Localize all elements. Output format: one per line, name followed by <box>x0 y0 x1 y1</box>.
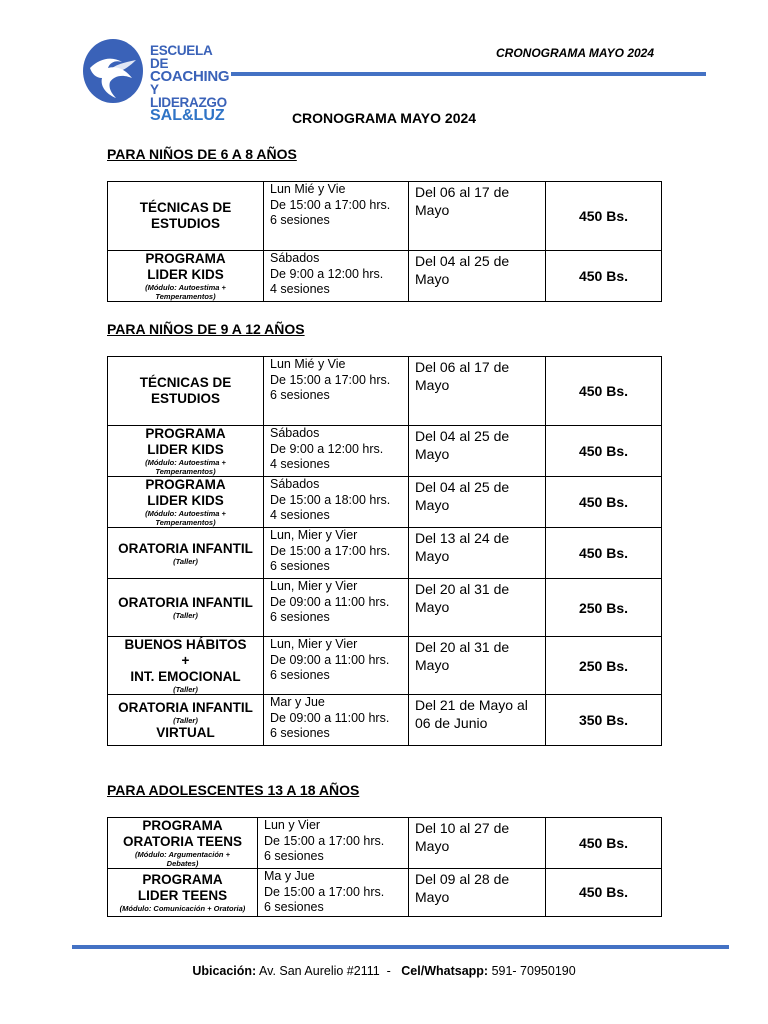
schedule-sessions: 6 sesiones <box>270 668 330 682</box>
course-module: (Taller) <box>173 556 198 566</box>
dates-cell: Del 20 al 31 de Mayo <box>409 579 546 637</box>
price-cell: 450 Bs. <box>546 528 662 579</box>
section-heading: PARA NIÑOS DE 6 A 8 AÑOS <box>107 146 297 162</box>
schedule-cell <box>264 426 409 477</box>
price-cell: 250 Bs. <box>546 579 662 637</box>
table-row <box>108 426 662 477</box>
course-name: PROGRAMA <box>142 818 223 833</box>
schedule-cell <box>258 869 409 917</box>
logo-line: Y LIDERAZGO <box>150 82 227 110</box>
schedule-sessions: 6 sesiones <box>270 726 330 740</box>
price-cell: 450 Bs. <box>546 818 662 869</box>
schedule-time: De 9:00 a 12:00 hrs. <box>270 441 384 456</box>
logo-line: COACHING <box>150 68 230 85</box>
footer-divider <box>72 945 729 949</box>
schedule-days: Lun Mié y Vie <box>270 357 346 371</box>
course-name: TÉCNICAS DE <box>139 375 232 390</box>
schedule-sessions: 6 sesiones <box>264 900 324 914</box>
course-module: (Taller) <box>173 715 198 725</box>
course-name-cell <box>108 695 264 746</box>
course-name: LIDER KIDS <box>147 442 224 457</box>
schedule-days: Mar y Jue <box>270 695 325 709</box>
course-name: PROGRAMA <box>145 477 226 492</box>
schedule-sessions: 4 sesiones <box>270 508 330 522</box>
price-cell: 450 Bs. <box>546 251 662 302</box>
table-row <box>108 182 662 251</box>
schedule-cell <box>264 528 409 579</box>
price-cell: 450 Bs. <box>546 182 662 251</box>
schedule-days: Ma y Jue <box>264 869 315 883</box>
schedule-sessions: 6 sesiones <box>264 849 324 863</box>
schedule-time: De 15:00 a 17:00 hrs. <box>264 884 385 899</box>
course-name-cell <box>108 818 258 869</box>
dates-cell: Del 06 al 17 de Mayo <box>409 182 546 251</box>
schedule-cell <box>264 251 409 302</box>
phone-label: Cel/Whatsapp: <box>401 964 489 978</box>
schedule-time: De 15:00 a 17:00 hrs. <box>270 543 391 558</box>
dates-cell: Del 20 al 31 de Mayo <box>409 637 546 695</box>
course-name: LIDER KIDS <box>147 493 224 508</box>
schedule-cell <box>264 357 409 426</box>
schedule-sessions: 4 sesiones <box>270 282 330 296</box>
course-module: (Módulo: Autoestima + <box>145 509 226 518</box>
schedule-sessions: 4 sesiones <box>270 457 330 471</box>
location-address: Av. San Aurelio #2111 <box>259 964 380 978</box>
course-name: PROGRAMA <box>145 426 226 441</box>
course-module: Temperamentos) <box>155 292 216 301</box>
course-name: ORATORIA TEENS <box>122 834 242 849</box>
eagle-icon <box>82 38 144 104</box>
price-cell: 450 Bs. <box>546 869 662 917</box>
course-name: PROGRAMA <box>142 871 223 887</box>
schedule-cell <box>258 818 409 869</box>
price-cell: 450 Bs. <box>546 357 662 426</box>
schedule-cell <box>264 579 409 637</box>
location-label: Ubicación: <box>192 964 257 978</box>
course-name: ORATORIA INFANTIL <box>118 595 253 610</box>
course-name-cell <box>108 579 264 637</box>
header-divider <box>231 72 706 76</box>
schedule-days: Sábados <box>270 251 320 265</box>
schedule-days: Lun Mié y Vie <box>270 182 346 196</box>
course-name: VIRTUAL <box>156 724 215 740</box>
schedule-cell <box>264 182 409 251</box>
footer <box>0 964 768 978</box>
course-name-cell <box>108 477 264 528</box>
phone-number: 591- 70950190 <box>491 964 576 978</box>
schedule-sessions: 6 sesiones <box>270 388 330 402</box>
course-module: (Módulo: Autoestima + <box>145 283 226 292</box>
schedule-time: De 9:00 a 12:00 hrs. <box>270 266 384 281</box>
course-name: BUENOS HÁBITOS <box>124 637 247 652</box>
course-name: PROGRAMA <box>145 251 226 266</box>
schedule-days: Lun, Mier y Vier <box>270 579 358 593</box>
course-name: ESTUDIOS <box>150 391 220 406</box>
course-name: ORATORIA INFANTIL <box>118 540 253 556</box>
course-module: (Módulo: Autoestima + <box>145 458 226 467</box>
school-logo <box>82 38 232 124</box>
course-module: (Módulo: Argumentación + <box>135 850 230 859</box>
table-row <box>108 357 662 426</box>
schedule-time: De 15:00 a 17:00 hrs. <box>270 197 391 212</box>
course-name: ORATORIA INFANTIL <box>118 699 253 715</box>
schedule-time: De 15:00 a 17:00 hrs. <box>270 372 391 387</box>
logo-line: ESCUELA DE <box>150 43 212 71</box>
schedule-cell <box>264 637 409 695</box>
course-name-cell <box>108 528 264 579</box>
price-cell: 350 Bs. <box>546 695 662 746</box>
header-title: CRONOGRAMA MAYO 2024 <box>496 46 655 60</box>
schedule-cell <box>264 695 409 746</box>
schedule-table <box>107 356 662 746</box>
schedule-sessions: 6 sesiones <box>270 610 330 624</box>
price-cell: 450 Bs. <box>546 477 662 528</box>
course-name-cell <box>108 637 264 695</box>
dates-cell: Del 04 al 25 de Mayo <box>409 477 546 528</box>
course-name: TÉCNICAS DE <box>139 200 232 215</box>
dates-cell: Del 09 al 28 de Mayo <box>409 869 546 917</box>
schedule-table <box>107 181 662 302</box>
course-name-cell <box>108 182 264 251</box>
schedule-sessions: 6 sesiones <box>270 559 330 573</box>
price-cell: 450 Bs. <box>546 426 662 477</box>
course-module: (Taller) <box>173 685 198 694</box>
price-cell: 250 Bs. <box>546 637 662 695</box>
dates-cell: Del 06 al 17 de Mayo <box>409 357 546 426</box>
dates-cell: Del 13 al 24 de Mayo <box>409 528 546 579</box>
course-name: ESTUDIOS <box>150 216 220 231</box>
schedule-days: Lun, Mier y Vier <box>270 528 358 542</box>
schedule-time: De 15:00 a 17:00 hrs. <box>264 833 385 848</box>
course-module: (Taller) <box>173 611 198 620</box>
dates-cell: Del 10 al 27 de Mayo <box>409 818 546 869</box>
schedule-table <box>107 817 662 917</box>
schedule-days: Sábados <box>270 477 320 491</box>
schedule-days: Sábados <box>270 426 320 440</box>
table-row <box>108 579 662 637</box>
document-title: CRONOGRAMA MAYO 2024 <box>291 110 477 126</box>
course-name-cell <box>108 426 264 477</box>
course-name-cell <box>108 869 258 917</box>
schedule-time: De 15:00 a 18:00 hrs. <box>270 492 391 507</box>
schedule-time: De 09:00 a 11:00 hrs. <box>270 652 390 667</box>
table-row <box>108 695 662 746</box>
course-module: (Módulo: Comunicación + Oratoria) <box>119 903 246 913</box>
schedule-cell <box>264 477 409 528</box>
course-name-cell <box>108 251 264 302</box>
schedule-days: Lun y Vier <box>264 818 321 832</box>
footer-separator: - <box>386 964 391 978</box>
logo-line: SAL&LUZ <box>150 107 225 124</box>
course-name: LIDER TEENS <box>137 887 228 903</box>
dates-cell: Del 04 al 25 de Mayo <box>409 251 546 302</box>
schedule-days: Lun, Mier y Vier <box>270 637 358 651</box>
table-row <box>108 251 662 302</box>
table-row <box>108 818 662 869</box>
course-name: + <box>181 653 190 668</box>
schedule-time: De 09:00 a 11:00 hrs. <box>270 710 390 725</box>
course-name-cell <box>108 357 264 426</box>
table-row <box>108 528 662 579</box>
schedule-time: De 09:00 a 11:00 hrs. <box>270 594 390 609</box>
dates-cell: Del 04 al 25 de Mayo <box>409 426 546 477</box>
dates-cell: Del 21 de Mayo al 06 de Junio <box>409 695 546 746</box>
schedule-sessions: 6 sesiones <box>270 213 330 227</box>
table-row <box>108 869 662 917</box>
course-module: Temperamentos) <box>155 467 216 476</box>
section-heading: PARA ADOLESCENTES 13 A 18 AÑOS <box>107 782 360 798</box>
course-module: Debates) <box>166 859 199 868</box>
table-row <box>108 477 662 528</box>
course-name: LIDER KIDS <box>147 267 224 282</box>
table-row <box>108 637 662 695</box>
course-name: INT. EMOCIONAL <box>130 669 241 684</box>
course-module: Temperamentos) <box>155 518 216 527</box>
section-heading: PARA NIÑOS DE 9 A 12 AÑOS <box>107 321 305 337</box>
